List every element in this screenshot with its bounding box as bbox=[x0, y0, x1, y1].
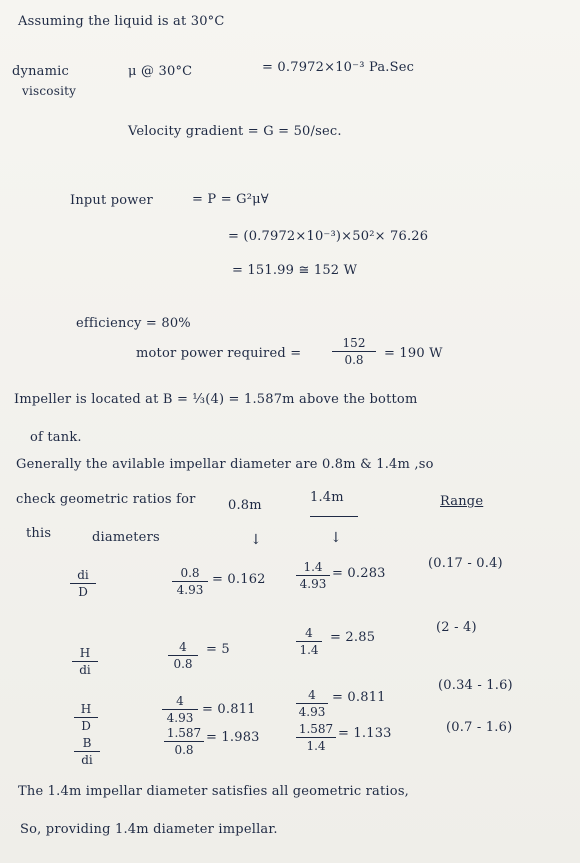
dynamic-label: dynamic bbox=[12, 64, 69, 79]
power-formula: = P = G²μ∀ bbox=[192, 192, 269, 207]
diameters-label: diameters bbox=[92, 530, 160, 545]
fraction-bar bbox=[332, 351, 376, 352]
row3-col1-fraction bbox=[162, 694, 198, 725]
fraction-bar bbox=[164, 741, 204, 742]
assumption-line: Assuming the liquid is at 30°C bbox=[18, 14, 225, 29]
frac-num: 1.4 bbox=[303, 560, 323, 574]
ratio-den: di bbox=[79, 663, 91, 677]
viscosity-label: viscosity bbox=[22, 84, 77, 98]
frac-den: 1.4 bbox=[299, 643, 319, 657]
fraction-bar bbox=[74, 751, 100, 752]
ratio-H-over-D bbox=[74, 702, 98, 733]
row1-col2-fraction bbox=[296, 560, 330, 591]
row1-col1-fraction bbox=[172, 566, 208, 597]
column-header-1.4m: 1.4m bbox=[310, 490, 344, 505]
row2-range: (2 - 4) bbox=[436, 620, 477, 635]
row3-col1-result: = 0.811 bbox=[202, 702, 256, 717]
fraction-bar bbox=[70, 583, 96, 584]
frac-den: 4.93 bbox=[166, 711, 194, 725]
row4-col2-fraction bbox=[296, 722, 336, 753]
ratio-num: H bbox=[79, 646, 91, 660]
efficiency-line: efficiency = 80% bbox=[76, 316, 191, 331]
row1-col1-result: = 0.162 bbox=[212, 572, 266, 587]
generally-line: Generally the avilable impellar diameter are 0.8m & 1.4m ,so bbox=[16, 457, 434, 472]
column-header-range: Range bbox=[440, 494, 484, 509]
motor-num: 152 bbox=[342, 336, 366, 350]
input-power-label: Input power bbox=[70, 193, 153, 208]
motor-power-label: motor power required = bbox=[136, 346, 302, 361]
down-arrow-icon: ↓ bbox=[330, 530, 342, 546]
ratio-den: D bbox=[81, 719, 91, 733]
motor-power-result: = 190 W bbox=[384, 346, 443, 361]
row1-col2-result: = 0.283 bbox=[332, 566, 386, 581]
frac-den: 0.8 bbox=[173, 657, 193, 671]
frac-num: 4 bbox=[308, 688, 316, 702]
impeller-location-line: Impeller is located at B = ⅓(4) = 1.587m above the bottom bbox=[14, 392, 418, 407]
frac-num: 0.8 bbox=[180, 566, 200, 580]
fraction-bar bbox=[296, 703, 328, 704]
frac-num: 4 bbox=[179, 640, 187, 654]
row4-range: (0.7 - 1.6) bbox=[446, 720, 513, 735]
column-header-0.8m: 0.8m bbox=[228, 498, 262, 513]
row2-col2-result: = 2.85 bbox=[330, 630, 376, 645]
power-result: = 151.99 ≅ 152 W bbox=[232, 263, 358, 278]
frac-den: 1.4 bbox=[306, 739, 326, 753]
motor-den: 0.8 bbox=[344, 353, 364, 367]
ratio-H-over-di bbox=[72, 646, 98, 677]
row3-range: (0.34 - 1.6) bbox=[438, 678, 513, 693]
velocity-gradient-line: Velocity gradient = G = 50/sec. bbox=[128, 124, 342, 139]
row4-col1-fraction bbox=[164, 726, 204, 757]
fraction-bar bbox=[296, 641, 322, 642]
ratio-den: di bbox=[81, 753, 93, 767]
row2-col1-result: = 5 bbox=[206, 642, 230, 657]
row4-col2-result: = 1.133 bbox=[338, 726, 392, 741]
this-label: this bbox=[26, 526, 52, 541]
ratio-num: H bbox=[80, 702, 92, 716]
frac-num: 1.587 bbox=[166, 726, 202, 740]
frac-num: 1.587 bbox=[298, 722, 334, 736]
fraction-bar bbox=[296, 737, 336, 738]
frac-den: 4.93 bbox=[176, 583, 204, 597]
row4-col1-result: = 1.983 bbox=[206, 730, 260, 745]
column-rule bbox=[310, 516, 358, 517]
ratio-num: B bbox=[82, 736, 92, 750]
mu-at-temp: μ @ 30°C bbox=[128, 64, 193, 79]
ratio-di-over-D bbox=[70, 568, 96, 599]
motor-power-fraction bbox=[332, 336, 376, 367]
fraction-bar bbox=[162, 709, 198, 710]
fraction-bar bbox=[74, 717, 98, 718]
of-tank-line: of tank. bbox=[30, 430, 82, 445]
check-ratios-line: check geometric ratios for bbox=[16, 492, 196, 507]
conclusion-line-1: The 1.4m impellar diameter satisfies all geometric ratios, bbox=[18, 784, 410, 799]
fraction-bar bbox=[72, 661, 98, 662]
conclusion-line-2: So, providing 1.4m diameter impellar. bbox=[20, 822, 278, 837]
down-arrow-icon: ↓ bbox=[250, 532, 262, 548]
ratio-num: di bbox=[77, 568, 89, 582]
row2-col2-fraction bbox=[296, 626, 322, 657]
row3-col2-result: = 0.811 bbox=[332, 690, 386, 705]
power-substitution: = (0.7972×10⁻³)×50²× 76.26 bbox=[228, 229, 429, 244]
ratio-den: D bbox=[78, 585, 88, 599]
frac-num: 4 bbox=[305, 626, 313, 640]
fraction-bar bbox=[172, 581, 208, 582]
fraction-bar bbox=[296, 575, 330, 576]
frac-num: 4 bbox=[176, 694, 184, 708]
row1-range: (0.17 - 0.4) bbox=[428, 556, 503, 571]
frac-den: 0.8 bbox=[174, 743, 194, 757]
frac-den: 4.93 bbox=[298, 705, 326, 719]
frac-den: 4.93 bbox=[299, 577, 327, 591]
ratio-B-over-di bbox=[74, 736, 100, 767]
fraction-bar bbox=[168, 655, 198, 656]
row3-col2-fraction bbox=[296, 688, 328, 719]
mu-value: = 0.7972×10⁻³ Pa.Sec bbox=[262, 60, 415, 75]
row2-col1-fraction bbox=[168, 640, 198, 671]
